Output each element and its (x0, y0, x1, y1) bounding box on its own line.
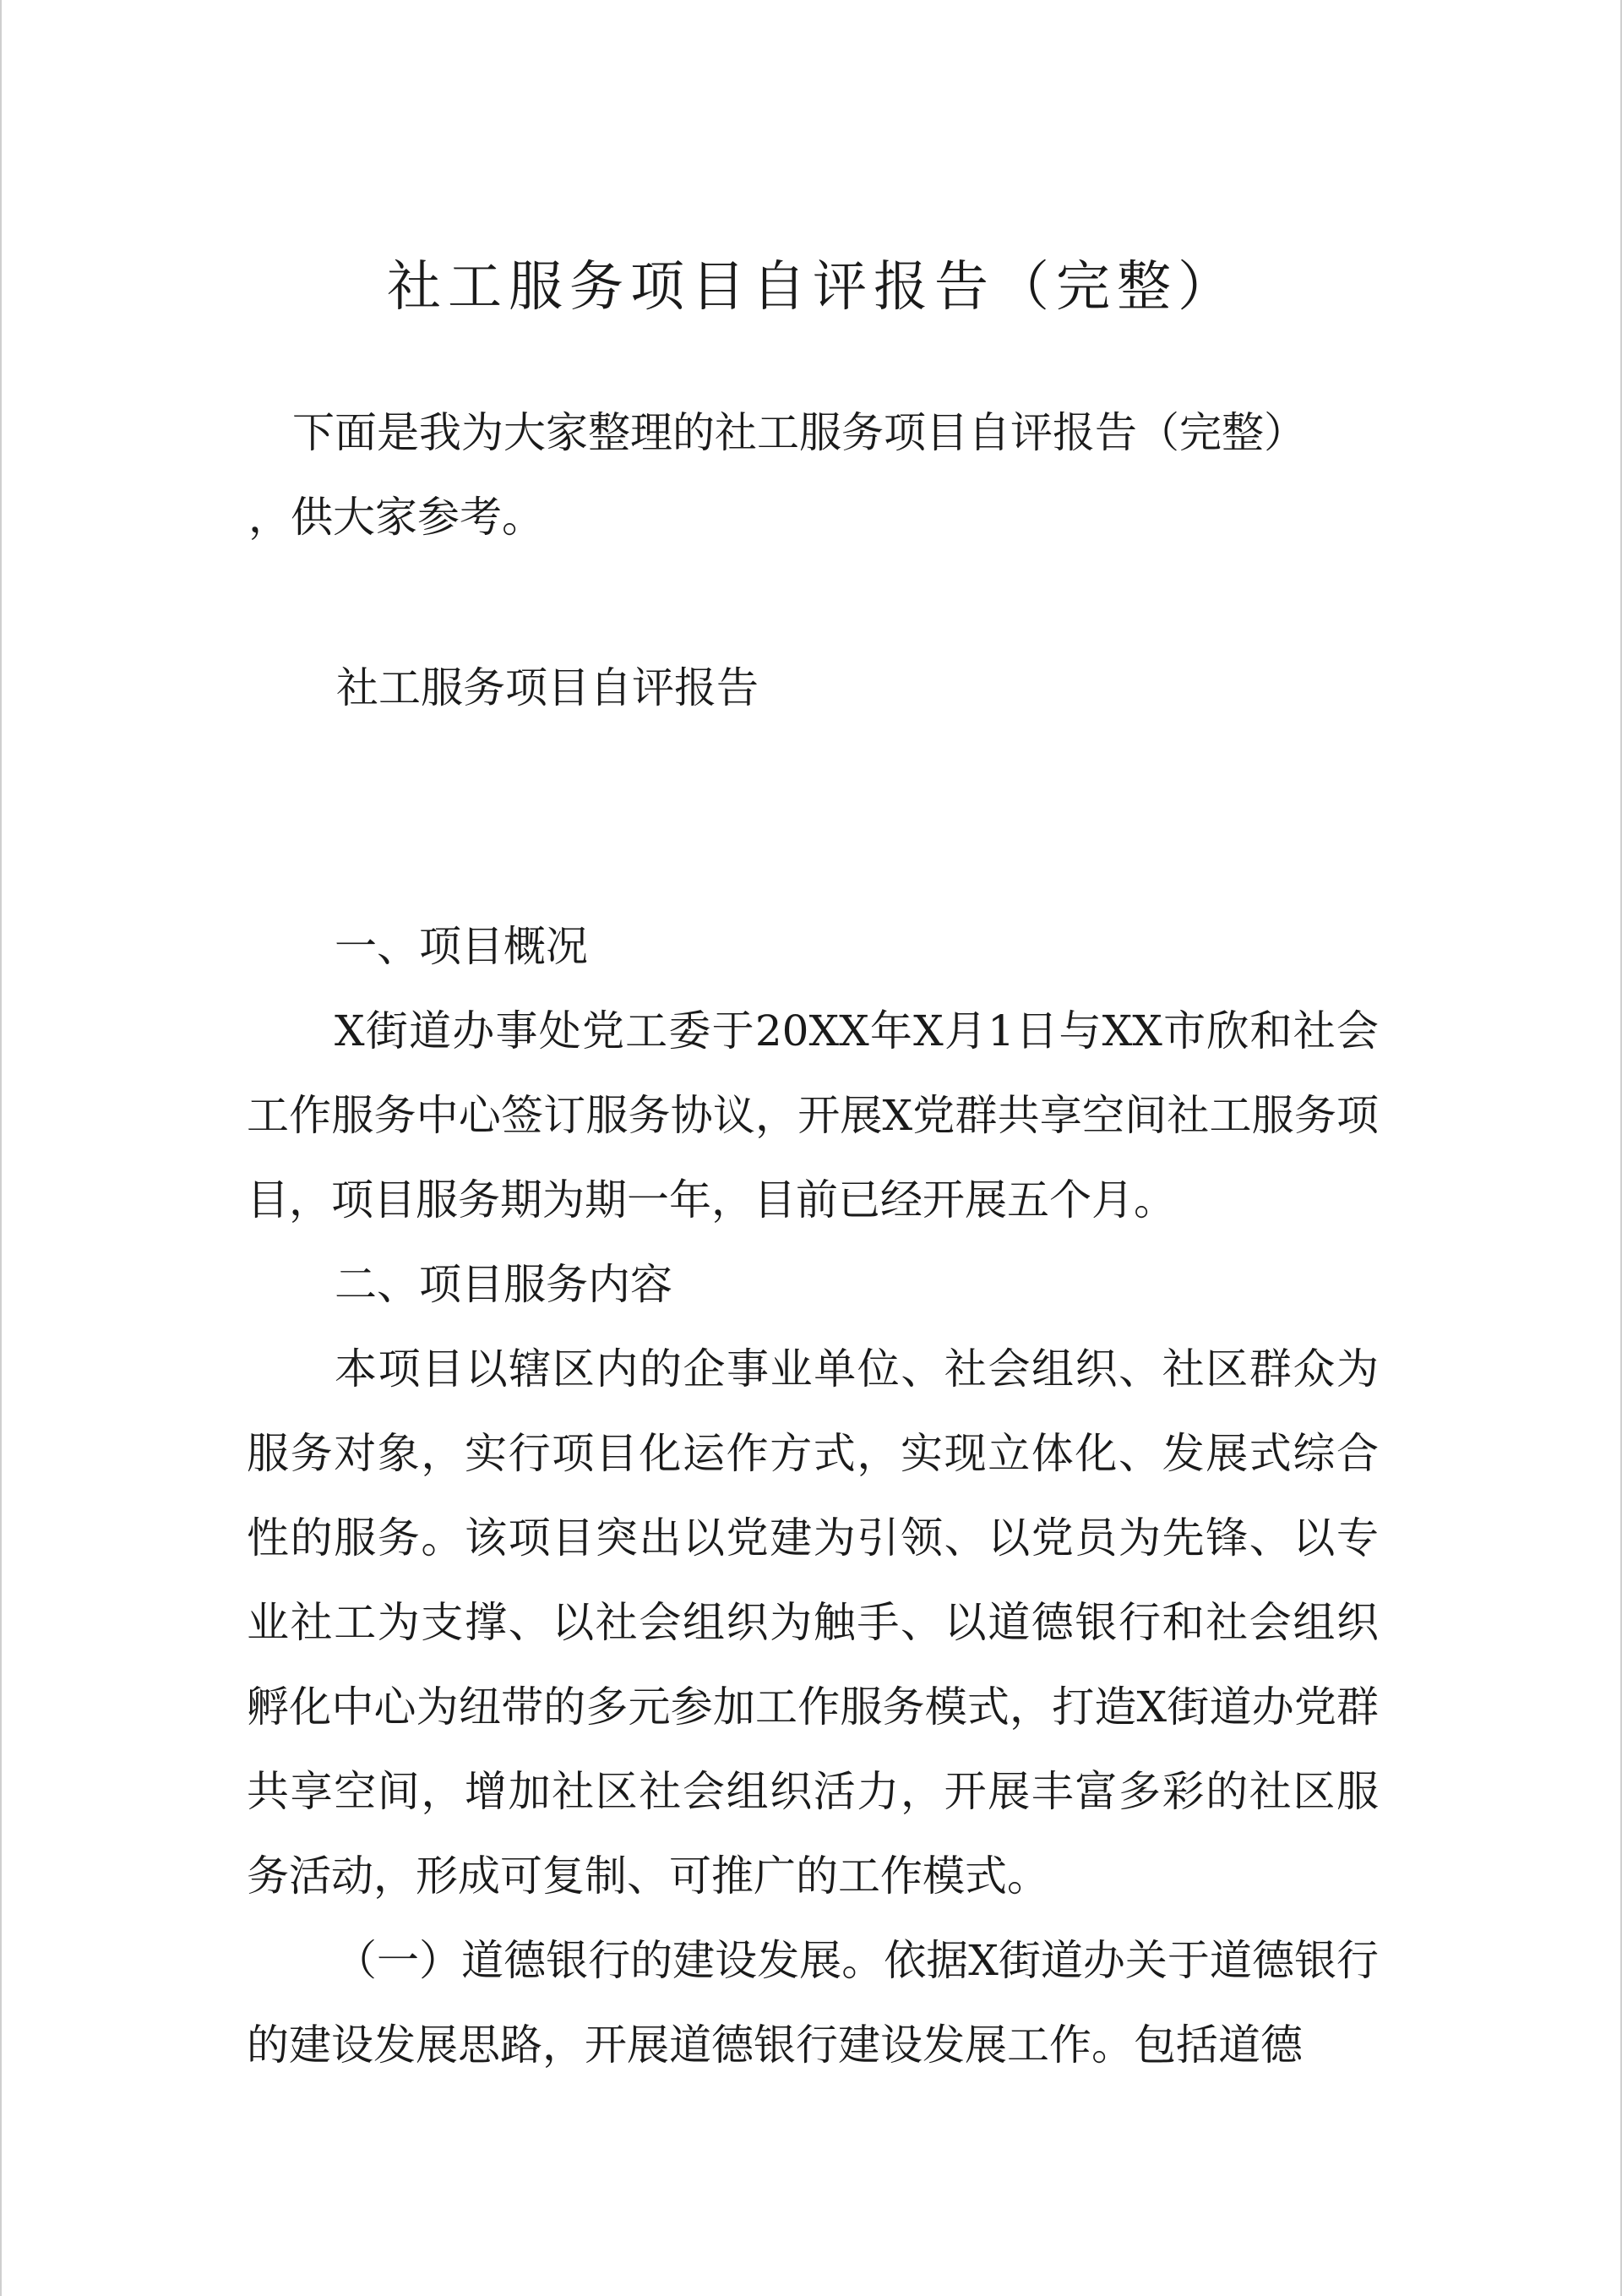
section-2-paragraph: 本项目以辖区内的企事业单位、社会组织、社区群众为服务对象，实行项目化运作方式，实现立体化、发展式综合性的服务。该项目突出以党建为引领、以党员为先锋、以专业社工为支撑、以社会组织为触手、以道德银行和社会组织孵化中心为纽带的多元参加工作服务模式，打造X街道办党群共享空间，增加社区社会组织活力，开展丰富多彩的社区服务活动，形成可复制、可推广的工作模式。 (247, 1344, 1379, 1901)
section-1-heading: 一、项目概况 (335, 922, 588, 971)
section-2-heading: 二、项目服务内容 (335, 1260, 672, 1309)
intro-line-2: ，供大家参考。 (248, 493, 544, 542)
report-subtitle: 社工服务项目自评报告 (336, 663, 759, 712)
section-1-paragraph: X街道办事处党工委于20XX年X月1日与XX市欣和社会工作服务中心签订服务协议，开展X党群共享空间社工服务项目，项目服务期为期一年，目前已经开展五个月。 (247, 1006, 1379, 1224)
intro-line-1: 下面是我为大家整理的社工服务项目自评报告（完整） (292, 408, 1306, 457)
document-title: 社工服务项目自评报告（完整） (387, 256, 1238, 319)
subsection-1-paragraph: （一）道德银行的建设发展。依据X街道办关于道德银行的建设发展思路，开展道德银行建设发展工作。包括道德 (247, 1936, 1379, 2070)
